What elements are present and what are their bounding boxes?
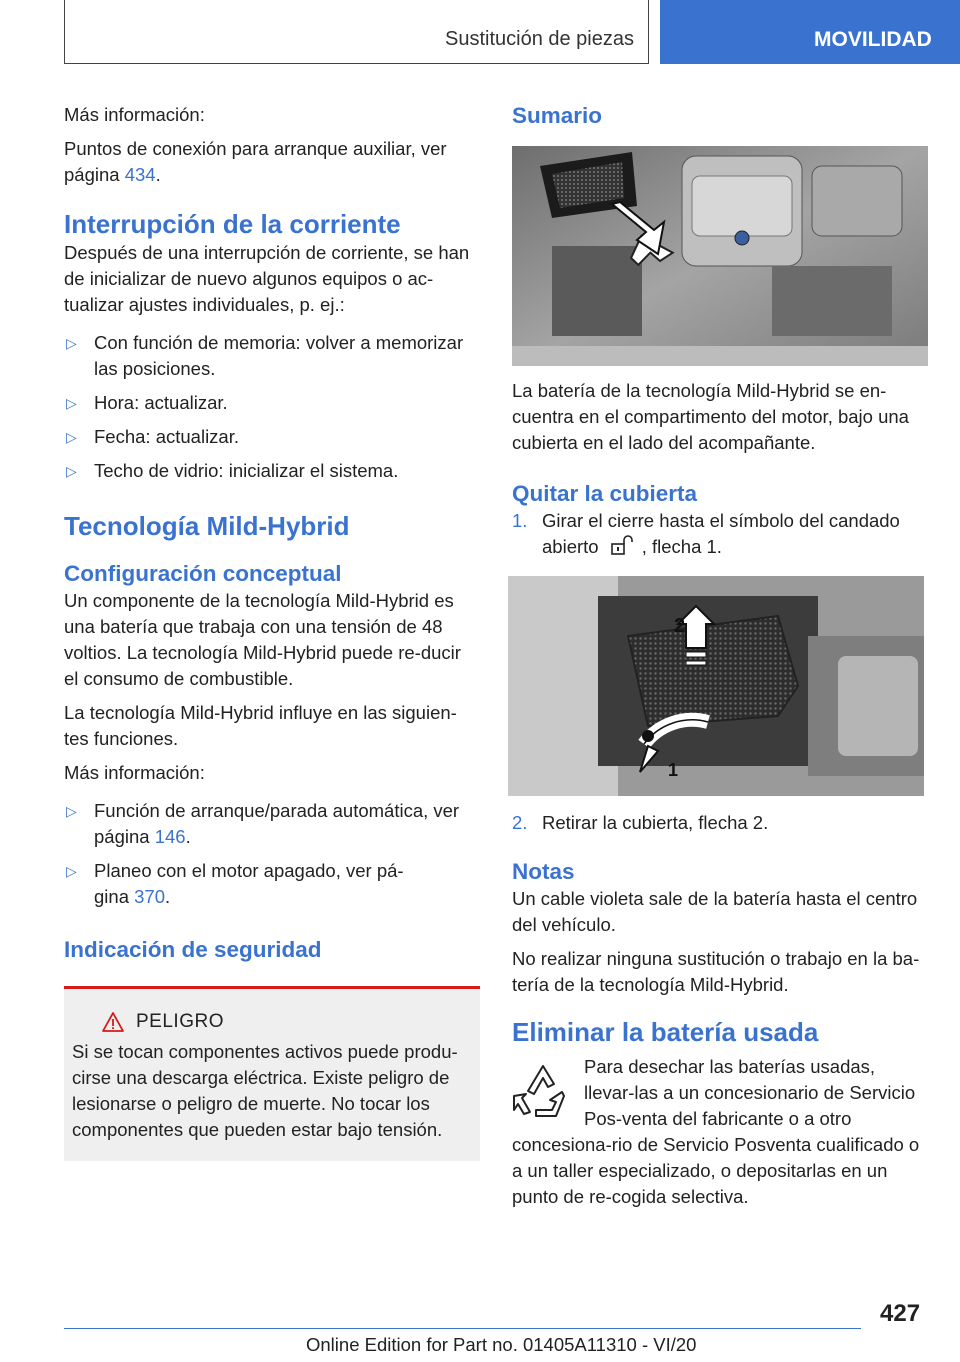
right-column	[512, 102, 928, 1210]
footer-divider	[64, 1328, 861, 1329]
edition-text: Online Edition for Part no. 01405A11310 - VI/20	[306, 1334, 697, 1355]
step-item-2: 2. Retirar la cubierta, flecha 2.	[512, 812, 769, 833]
heading-seguridad: Indicación de seguridad	[64, 937, 322, 962]
recycle-icon	[512, 1060, 574, 1124]
list-item: ▷ Con función de memoria: volver a memorizar las posiciones.	[66, 332, 464, 379]
steps-list-1	[512, 508, 928, 560]
heading-notas: Notas	[512, 859, 575, 884]
interrupcion-list	[64, 330, 480, 484]
battery-cover-illustration	[508, 576, 924, 796]
danger-header	[102, 1011, 472, 1033]
more-info-label: Más información:	[64, 104, 205, 125]
heading-eliminar: Eliminar la batería usada	[512, 1017, 819, 1047]
engine-bay-photo	[512, 146, 928, 366]
header-tag: MOVILIDAD	[814, 28, 932, 51]
eliminar-block	[512, 1054, 928, 1210]
heading-quitar: Quitar la cubierta	[512, 481, 698, 506]
notas-text-2: No realizar ninguna sustitución o trabajo en la ba-tería de la tecnología Mild-Hybrid.	[512, 948, 920, 995]
open-padlock-icon	[608, 534, 638, 556]
danger-box	[64, 986, 480, 1161]
arrow-label-1: 1	[668, 760, 679, 780]
jump-start-ref: Puntos de conexión para arranque auxiliar, ver página 434.	[64, 138, 447, 185]
config-text-2: La tecnología Mild-Hybrid influye en las siguien-tes funciones.	[64, 702, 457, 749]
eliminar-text: Para desechar las baterías usadas, llevar-las a un concesionario de Servicio Pos-venta del fabricante o a otro concesiona-rio de Servicio Posventa cualificado o a un taller especializado, o depositarlas en un punto de re-cogida selectiva.	[512, 1056, 920, 1207]
steps-list-2	[512, 810, 928, 836]
list-item: ▷ Planeo con el motor apagado, ver pá- gina 370.	[66, 860, 404, 907]
config-text-3: Más información:	[64, 762, 205, 783]
engine-bay-illustration	[512, 146, 928, 366]
list-item: ▷ Hora: actualizar.	[66, 392, 228, 413]
heading-sumario: Sumario	[512, 103, 603, 128]
danger-text: Si se tocan componentes activos puede produ-cirse una descarga eléctrica. Existe peligro de lesionarse o peligro de muerte. No tocar los componentes que pueden estar bajo tensión.	[72, 1041, 458, 1140]
page-link-370[interactable]: 370	[134, 886, 165, 907]
danger-title: PELIGRO	[136, 1011, 224, 1032]
list-item: ▷ Techo de vidrio: inicializar el sistema.	[66, 460, 399, 481]
battery-cover-photo	[508, 576, 924, 796]
interrupcion-text: Después de una interrupción de corriente, se han de inicializar de nuevo algunos equipos o ac-tualizar ajustes individuales, p. ej.:	[64, 242, 470, 315]
header-section-box	[64, 0, 649, 64]
sumario-text: La batería de la tecnología Mild-Hybrid se en-cuentra en el compartimento del motor, bajo una cubierta en el lado del acompañante.	[512, 380, 909, 453]
heading-interrupcion: Interrupción de la corriente	[64, 209, 401, 239]
heading-configuracion: Configuración conceptual	[64, 561, 342, 586]
page-link-434[interactable]: 434	[124, 164, 156, 185]
list-item: ▷ Fecha: actualizar.	[66, 426, 239, 447]
step-item-1: 1. Girar el cierre hasta el símbolo del candado abierto , flecha 1.	[512, 510, 900, 557]
notas-text-1: Un cable violeta sale de la batería hasta el centro del vehículo.	[512, 888, 918, 935]
page-link-146[interactable]: 146	[154, 826, 186, 847]
left-column	[64, 102, 480, 1161]
config-text-1: Un componente de la tecnología Mild-Hybrid es una batería que trabaja con una tensión de 48 voltios. La tecnología Mild-Hybrid puede re-ducir el consumo de combustible.	[64, 590, 461, 689]
list-item: ▷ Función de arranque/parada automática, ver página 146.	[66, 800, 460, 847]
mild-hybrid-list	[64, 798, 480, 910]
arrow-label-2: 2	[674, 615, 686, 637]
warning-triangle-icon	[102, 1012, 124, 1032]
heading-mild-hybrid: Tecnología Mild-Hybrid	[64, 511, 350, 541]
header-section-title: Sustitución de piezas	[444, 28, 634, 50]
page-number: 427	[880, 1300, 921, 1327]
header-tag-box	[660, 0, 960, 64]
